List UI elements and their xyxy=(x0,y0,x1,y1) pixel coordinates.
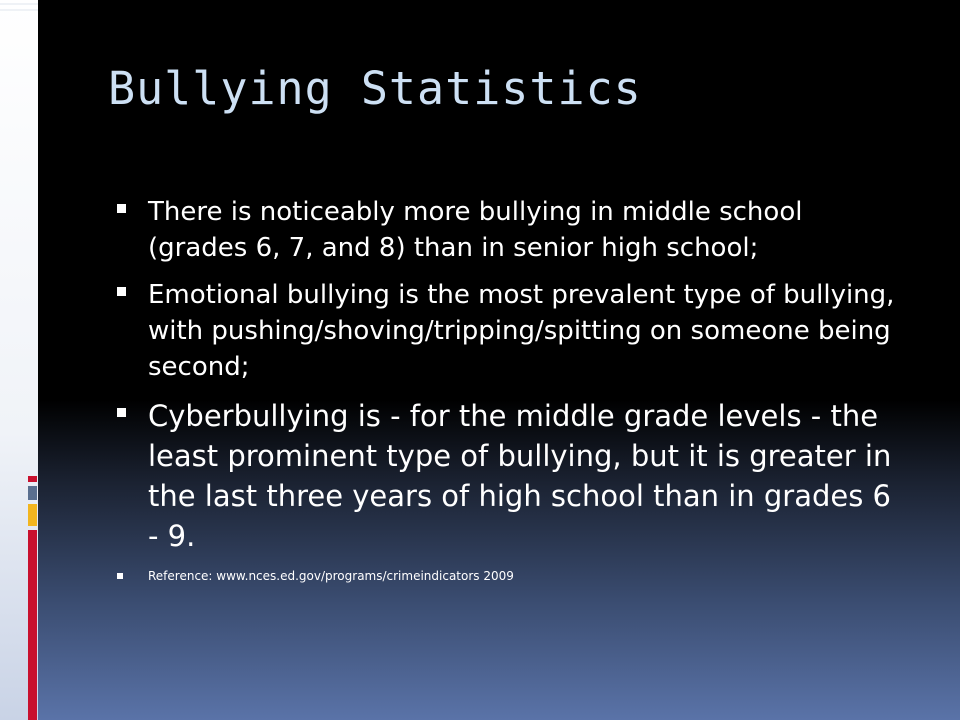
square-bullet-icon xyxy=(117,204,126,213)
bullet-text-2: Emotional bullying is the most prevalent type of bullying, with pushing/shoving/tripping/spitting on someone being second; xyxy=(148,280,895,382)
bullet-item-2 xyxy=(114,277,904,385)
bullet-item-3 xyxy=(114,396,904,556)
square-bullet-icon xyxy=(117,287,126,296)
bullet-item-1 xyxy=(114,194,904,266)
square-bullet-icon xyxy=(117,408,126,417)
square-bullet-icon xyxy=(117,573,123,579)
bullet-text-1: There is noticeably more bullying in middle school (grades 6, 7, and 8) than in senior high school; xyxy=(148,197,803,263)
slide-title: Bullying Statistics xyxy=(108,62,642,115)
rail-accent-yellow xyxy=(28,504,37,526)
reference-item xyxy=(114,567,904,585)
bullet-list xyxy=(114,194,904,596)
rail-accent-blue xyxy=(28,486,37,500)
rail-accent-red-top xyxy=(28,476,37,482)
reference-text: Reference: www.nces.ed.gov/programs/crimeindicators 2009 xyxy=(148,569,514,583)
bullet-text-3: Cyberbullying is - for the middle grade levels - the least prominent type of bullying, but it is greater in the last three years of high school than in grades 6 - 9. xyxy=(148,399,892,553)
rail-accent-red-bottom xyxy=(28,530,37,720)
decorative-lines xyxy=(0,0,38,100)
